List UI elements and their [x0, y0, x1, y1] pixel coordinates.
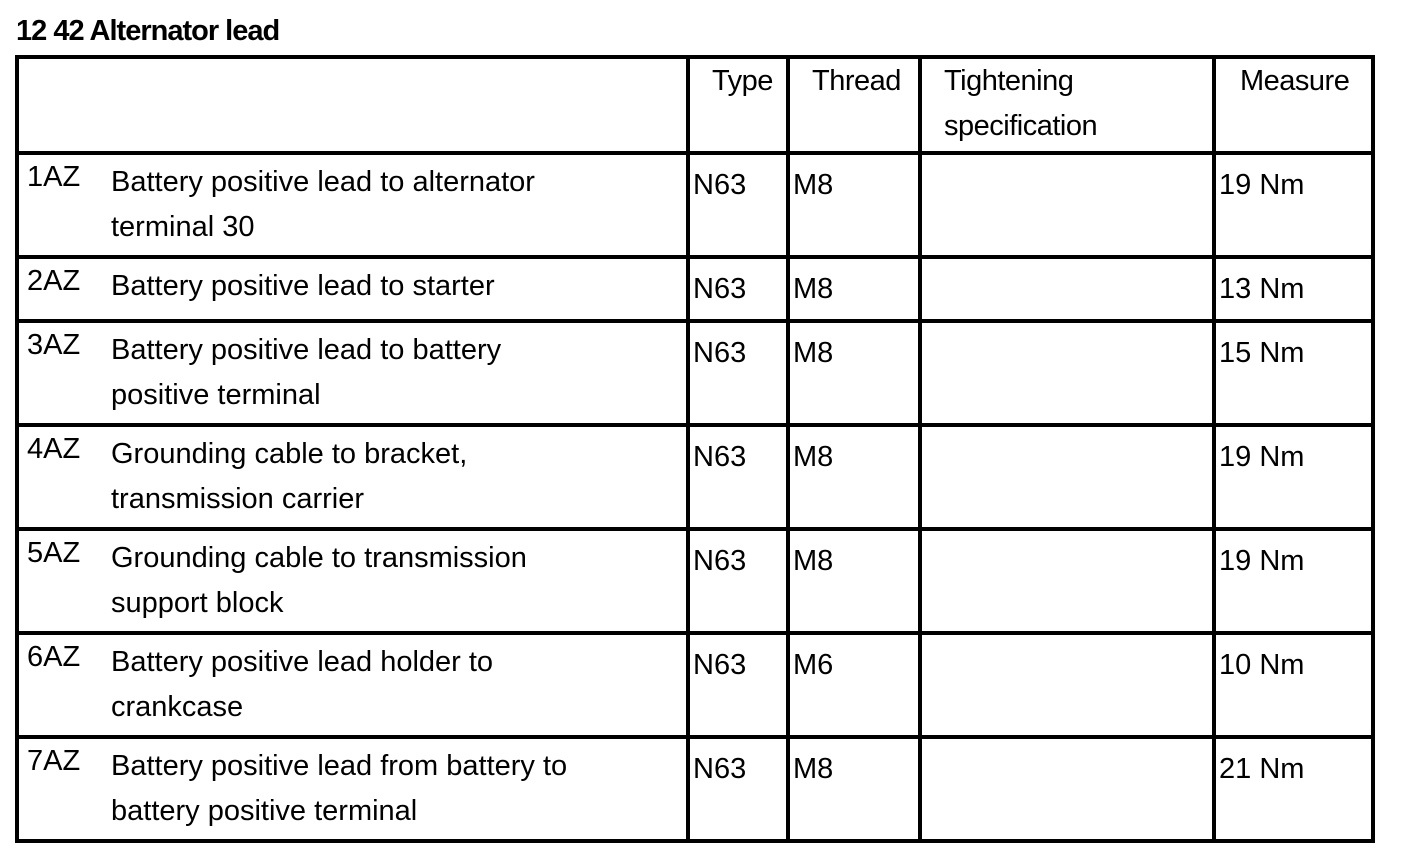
item-code: 6AZ: [27, 641, 81, 673]
header-tightening-line2: specification: [944, 110, 1098, 142]
tightening-cell: [920, 153, 1214, 257]
table-row: [17, 737, 1373, 841]
description-line-2: terminal 30: [111, 211, 255, 243]
tightening-cell: [920, 633, 1214, 737]
measure-cell: 19 Nm: [1214, 153, 1373, 257]
type-cell: N63: [688, 321, 788, 425]
thread-cell: M8: [788, 529, 920, 633]
description-cell: [17, 321, 688, 425]
table-row: [17, 633, 1373, 737]
thread-cell: M8: [788, 425, 920, 529]
item-description: [111, 155, 686, 250]
description-line-1: Battery positive lead from battery to: [111, 750, 568, 782]
description-cell: [17, 153, 688, 257]
description-line-1: Battery positive lead to alternator: [111, 166, 535, 198]
description-cell: [17, 633, 688, 737]
type-cell: N63: [688, 425, 788, 529]
description-line-2: battery positive terminal: [111, 795, 418, 827]
item-code: 4AZ: [27, 433, 81, 465]
item-description: [111, 259, 686, 309]
item-code: 3AZ: [27, 329, 81, 361]
description-line-2: positive terminal: [111, 379, 321, 411]
thread-cell: M8: [788, 737, 920, 841]
item-description: [111, 531, 686, 626]
header-type: Type: [688, 57, 788, 153]
header-measure: Measure: [1214, 57, 1373, 153]
thread-cell: M6: [788, 633, 920, 737]
measure-cell: 21 Nm: [1214, 737, 1373, 841]
description-line-1: Grounding cable to bracket,: [111, 438, 468, 470]
description-line-2: transmission carrier: [111, 483, 364, 515]
description-cell: [17, 529, 688, 633]
item-code: 2AZ: [27, 265, 81, 297]
tightening-cell: [920, 321, 1214, 425]
thread-cell: M8: [788, 257, 920, 321]
tightening-cell: [920, 425, 1214, 529]
thread-cell: M8: [788, 321, 920, 425]
table-header-row: [17, 57, 1373, 153]
type-cell: N63: [688, 529, 788, 633]
tightening-cell: [920, 257, 1214, 321]
item-code: 1AZ: [27, 161, 81, 193]
description-cell: [17, 737, 688, 841]
table-row: [17, 257, 1373, 321]
item-description: [111, 323, 686, 418]
header-tightening-line1: Tightening: [944, 65, 1074, 97]
torque-spec-table: [15, 55, 1375, 843]
description-line-1: Grounding cable to transmission: [111, 542, 527, 574]
description-cell: [17, 425, 688, 529]
item-description: [111, 635, 686, 730]
description-line-2: crankcase: [111, 691, 244, 723]
item-description: [111, 739, 686, 834]
table-row: [17, 529, 1373, 633]
type-cell: N63: [688, 737, 788, 841]
description-line-1: Battery positive lead holder to: [111, 646, 494, 678]
measure-cell: 19 Nm: [1214, 529, 1373, 633]
tightening-cell: [920, 529, 1214, 633]
measure-cell: 13 Nm: [1214, 257, 1373, 321]
item-description: [111, 427, 686, 522]
thread-cell: M8: [788, 153, 920, 257]
description-cell: [17, 257, 688, 321]
type-cell: N63: [688, 633, 788, 737]
measure-cell: 15 Nm: [1214, 321, 1373, 425]
item-code: 5AZ: [27, 537, 81, 569]
description-line-1: Battery positive lead to battery: [111, 334, 502, 366]
table-row: [17, 425, 1373, 529]
description-line-2: support block: [111, 587, 284, 619]
measure-cell: 19 Nm: [1214, 425, 1373, 529]
header-tightening-specification: [920, 57, 1214, 153]
tightening-cell: [920, 737, 1214, 841]
description-line-1: Battery positive lead to starter: [111, 270, 495, 302]
item-code: 7AZ: [27, 745, 81, 777]
type-cell: N63: [688, 257, 788, 321]
header-description: [17, 57, 688, 153]
measure-cell: 10 Nm: [1214, 633, 1373, 737]
type-cell: N63: [688, 153, 788, 257]
table-row: [17, 153, 1373, 257]
table-row: [17, 321, 1373, 425]
document-title: 12 42 Alternator lead: [16, 15, 280, 47]
header-thread: Thread: [788, 57, 920, 153]
